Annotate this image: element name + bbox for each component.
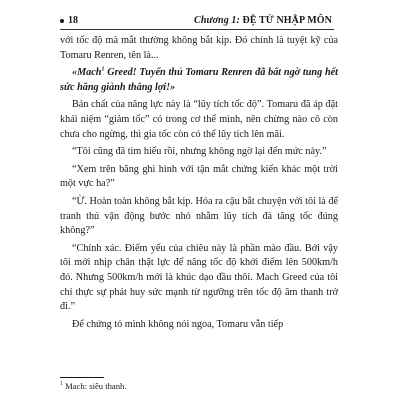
quote-paragraph: «Mach$^1$ Greed! Tuyển thủ Tomaru Renren đã bất ngờ tung hết sức hăng giành thắng lợi!» xyxy=(60,66,338,93)
footnote-text: Mach: siêu thanh. xyxy=(63,381,127,391)
page-number: 18 xyxy=(60,14,78,28)
paragraph: Bản chất của năng lực này là “lũy tích tốc độ”. Tomaru đã áp đặt khái niệm “giảm tốc” có trong cơ thể mình, nên chừng nào cô còn chưa cho ngừng, thì gia tốc còn có thể lũy tích lên mãi. xyxy=(60,99,338,140)
footnote-marker: 1 xyxy=(60,381,63,388)
bullet-icon xyxy=(60,19,64,23)
header-divider xyxy=(60,29,334,30)
paragraph: “Ừ. Hoàn toàn không bắt kịp. Hóa ra cậu bắt chuyện với tôi là để tranh thủ vận động bước nhỏ nhằm lũy tích đà tăng tốc đúng không?” xyxy=(60,195,338,237)
page-header xyxy=(60,14,332,28)
paragraph: Để chứng tỏ mình không nói ngoa, Tomaru vẫn tiếp xyxy=(72,318,284,330)
footnote xyxy=(60,380,126,392)
paragraph: “Xem trên băng ghi hình với tận mắt chứng kiến khác một trời một vực ha?” xyxy=(60,163,338,190)
footnote-divider xyxy=(60,377,104,378)
paragraph: “Chính xác. Điểm yếu của chiêu này là phần mào đầu. Bởi vậy tôi mới nhịp chân thật lực để nâng tốc độ khởi điểm lên 500km/h đó. Nhưng 500km/h mới là khúc dạo đầu thôi. Mach Greed của tôi chỉ thực sự phát huy sức mạnh từ ngưỡng trên tốc độ âm thanh trở đi.” xyxy=(60,242,338,313)
paragraph: với tốc độ mà mắt thường không bắt kịp. Đó chính là tuyệt kỹ của Tomaru Renren, tên là... xyxy=(60,35,338,61)
footnote-reference: 1 xyxy=(101,66,105,73)
running-chapter-title: Chương 1: ĐỆ TỬ NHẬP MÔN xyxy=(194,15,332,26)
paragraph: “Tôi cũng đã tìm hiểu rồi, nhưng không ngờ lại đến mức này.” xyxy=(72,146,327,158)
body-text xyxy=(60,34,338,335)
